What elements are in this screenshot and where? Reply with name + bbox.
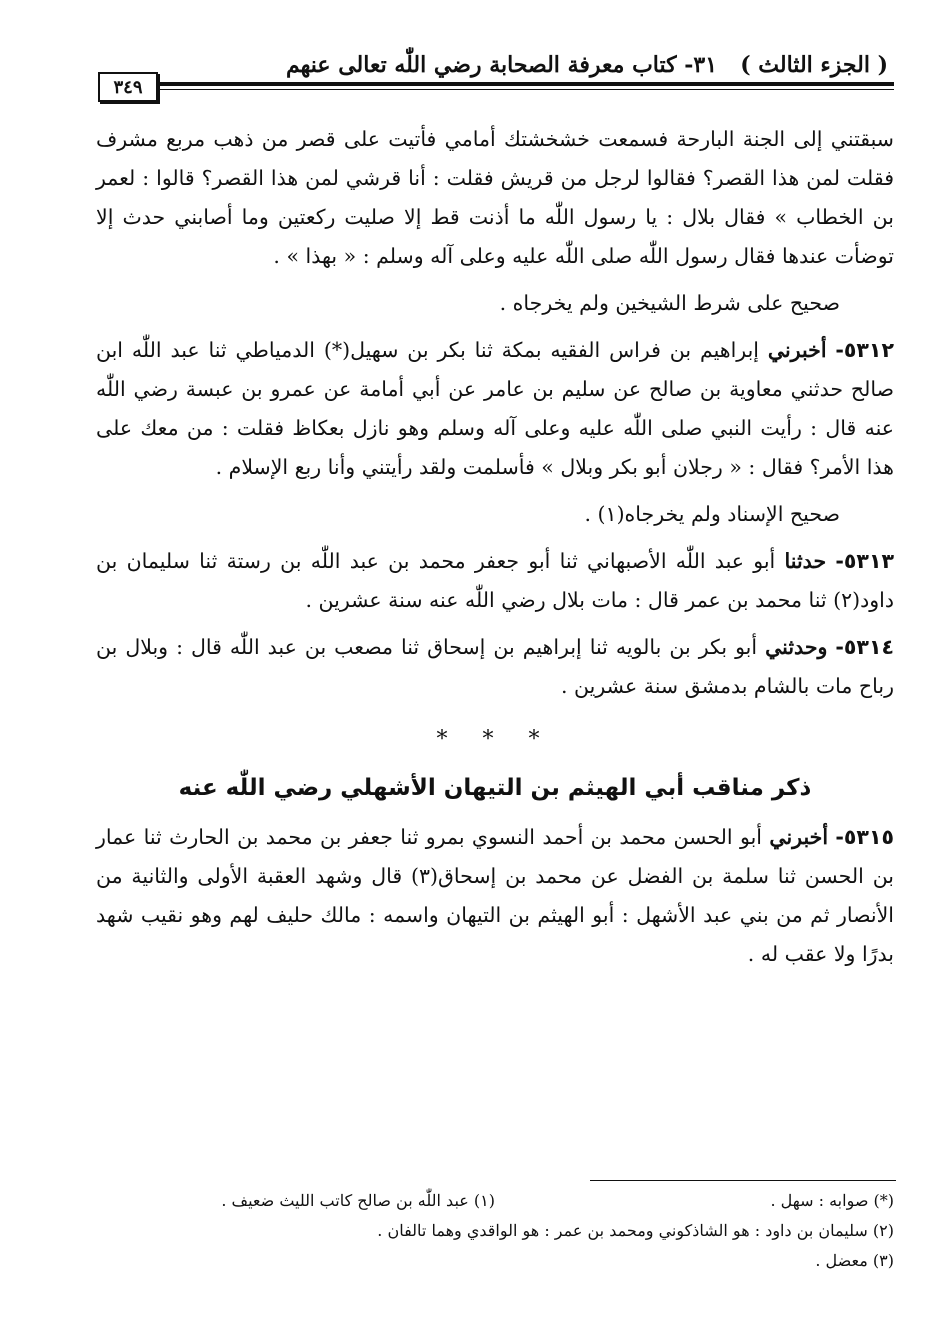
- hadith-5314: [96, 628, 894, 706]
- footnote-star: (*) صوابه : سهل .: [770, 1191, 894, 1210]
- hadith-lead-word: حدثنا: [784, 549, 827, 573]
- header-rule-thin: [150, 89, 894, 90]
- hadith-5315: [96, 818, 894, 974]
- section-divider-stars: * * *: [436, 727, 554, 752]
- grading-note: صحيح على شرط الشيخين ولم يخرجاه .: [499, 291, 840, 315]
- grading-note: صحيح الإسناد ولم يخرجاه(١) .: [584, 502, 840, 526]
- footnote-2: (٢) سليمان بن داود : هو الشاذكوني ومحمد بن عمر : هو الواقدي وهما تالفان .: [377, 1221, 894, 1240]
- hadith-text: إبراهيم بن فراس الفقيه بمكة ثنا بكر بن سهيل(*) الدمياطي ثنا عبد اللّٰه ابن صالح حدثني معاوية بن صالح عن سليم بن عامر عن أبي أمامة عن عمرو بن عبسة رضي اللّٰه عنه قال : رأيت النبي صلى اللّٰه عليه وعلى آله وسلم وهو نازل بعكاظ فقلت : من معك على هذا الأمر؟ فقال : « رجلان أبو بكر وبلال » فأسلمت ولقد رأيتني وأنا ربع الإسلام .: [96, 338, 894, 479]
- hadith-text: أبو الحسن محمد بن أحمد النسوي بمرو ثنا جعفر بن محمد بن الحارث ثنا عمار بن الحسن ثنا سلمة بن الفضل عن محمد بن إسحاق(٣) قال وشهد العقبة الأولى والثانية من الأنصار ثم من بني عبد الأشهل : أبو الهيثم بن التيهان واسمه : مالك حليف لهم وهو نقيب شهد بدرًا ولا عقب له .: [96, 825, 895, 966]
- running-part-label: ( الجزء الثالث ): [740, 52, 888, 78]
- footnote-row: [96, 1186, 894, 1216]
- hadith-number: ٥٣١٢-: [835, 338, 894, 362]
- footnote-3: (٣) معضل .: [815, 1251, 894, 1270]
- hadith-number: ٥٣١٣-: [835, 549, 894, 573]
- footnotes: [96, 1186, 894, 1276]
- hadith-text: أبو عبد اللّٰه الأصبهاني ثنا أبو جعفر محمد بن عبد اللّٰه بن رستة ثنا سليمان بن داود(٢) ثنا محمد بن عمر قال : مات بلال رضي اللّٰه عنه سنة عشرين .: [96, 549, 894, 612]
- page-number: ٣٤٩: [98, 72, 158, 102]
- paragraph-continuation: سبقتني إلى الجنة البارحة فسمعت خشخشتك أمامي فأتيت على قصر من ذهب مربع مشرف فقلت لمن هذا القصر؟ فقالوا لرجل من قريش فقلت : أنا قرشي لمن هذا القصر؟ قالوا : لعمر بن الخطاب » فقال بلال : يا رسول اللّٰه ما أذنت قط إلا صليت ركعتين وما أصابني حدث إلا توضأت عندها فقال رسول اللّٰه صلى اللّٰه عليه وعلى آله وسلم : « بهذا » .: [96, 127, 894, 268]
- main-text: [96, 120, 894, 974]
- hadith-lead-word: أخبرني: [767, 338, 827, 362]
- hadith-number: ٥٣١٥-: [835, 825, 894, 849]
- hadith-number: ٥٣١٤-: [835, 635, 894, 659]
- hadith-5312: [96, 331, 894, 487]
- hadith-5313: [96, 542, 894, 620]
- section-heading: ذكر مناقب أبي الهيثم بن التيهان الأشهلي رضي اللّٰه عنه: [178, 775, 812, 801]
- running-chapter-title: ٣١- كتاب معرفة الصحابة رضي اللّٰه تعالى عنهم: [286, 52, 718, 78]
- header-rule-thick: [150, 82, 894, 86]
- hadith-lead-word: أخبرني: [769, 825, 829, 849]
- footnote-separator: [590, 1180, 896, 1181]
- footnote-1: (١) عبد اللّٰه بن صالح كاتب الليث ضعيف .: [221, 1191, 495, 1210]
- hadith-lead-word: وحدثني: [765, 635, 828, 659]
- hadith-text: أبو بكر بن بالويه ثنا إبراهيم بن إسحاق ثنا مصعب بن عبد اللّٰه قال : وبلال بن رباح مات بالشام بدمشق سنة عشرين .: [96, 635, 894, 698]
- running-header: [96, 40, 894, 78]
